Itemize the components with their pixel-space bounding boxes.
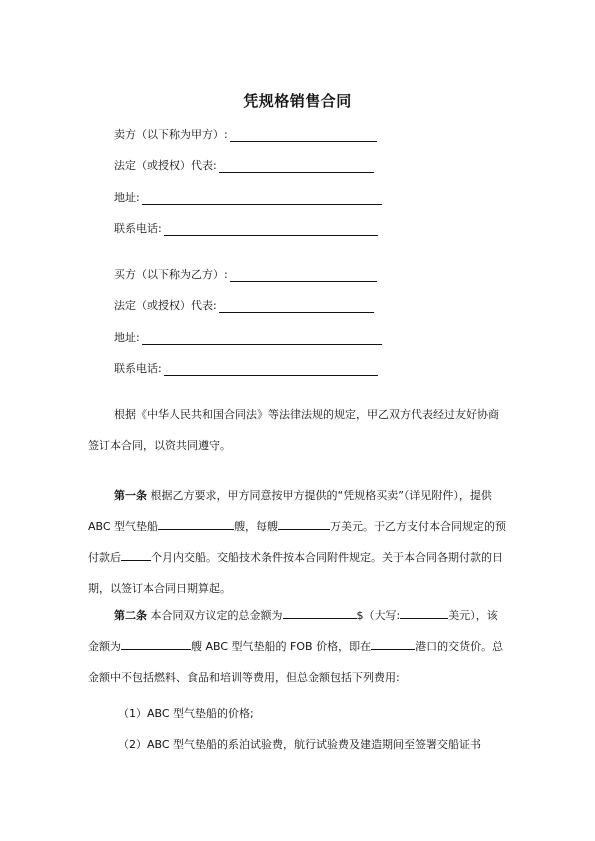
- seller-name-field: [114, 126, 377, 142]
- seller-rep-blank[interactable]: [219, 160, 374, 173]
- seller-phone-field: [114, 220, 378, 236]
- buyer-address-field: [114, 329, 382, 345]
- article-1-text-3: 万美元。于乙方支付本合同规定的预付款后: [88, 520, 507, 564]
- buyer-name-field: [114, 266, 377, 282]
- port-name-blank[interactable]: [371, 638, 415, 650]
- seller-phone-blank[interactable]: [164, 223, 378, 236]
- article-2-text-4: 艘 ABC 型气垫船的 FOB 价格，即在: [191, 640, 372, 653]
- article-2-text-2: $（大写:: [356, 609, 401, 622]
- article-1-text-2: 艘，每艘: [234, 520, 279, 533]
- article-2-text-3: 美元），该金额为: [88, 609, 498, 653]
- article-2-paragraph: [88, 600, 508, 693]
- document-title: 凭规格销售合同: [243, 92, 352, 110]
- article-1-text-4: 个月内交船。交船技术条件按本合同附件规定。关于本合同各期付款的日期，以签订本合同日期算起。: [88, 551, 503, 595]
- list-item: （1）ABC 型气垫船的价格;: [118, 707, 254, 720]
- fob-quantity-blank[interactable]: [121, 638, 191, 650]
- seller-name-label: 卖方（以下称为甲方）:: [114, 128, 228, 141]
- article-1-text-1: 根据乙方要求，甲方同意按甲方提供的“凭规格买卖”（详见附件），提供 ABC 型气垫船: [88, 489, 492, 533]
- article-2-text-5: 港口的交货价。总金额中不包括燃料、食品和培训等费用，但总金额包括下列费用:: [88, 640, 504, 684]
- article-1-paragraph: [88, 480, 508, 604]
- seller-name-blank[interactable]: [230, 129, 377, 142]
- preamble-paragraph: 根据《中华人民共和国合同法》等法律法规的规定，甲乙双方代表经过友好协商签订本合同，以资共同遵守。: [88, 408, 499, 452]
- buyer-rep-blank[interactable]: [219, 300, 374, 313]
- buyer-name-label: 买方（以下称为乙方）:: [114, 268, 228, 281]
- boat-quantity-blank[interactable]: [158, 518, 234, 530]
- delivery-months-blank[interactable]: [121, 549, 151, 561]
- buyer-address-blank[interactable]: [142, 332, 382, 345]
- seller-address-field: [114, 189, 382, 205]
- buyer-phone-label: 联系电话:: [114, 362, 162, 375]
- buyer-name-blank[interactable]: [230, 269, 377, 282]
- buyer-phone-blank[interactable]: [164, 363, 378, 376]
- list-item: （2）ABC 型气垫船的系泊试验费，航行试验费及建造期间至签署交船证书: [118, 738, 482, 751]
- buyer-rep-field: [114, 297, 374, 313]
- article-2-heading: 第二条: [114, 609, 147, 622]
- seller-phone-label: 联系电话:: [114, 222, 162, 235]
- buyer-address-label: 地址:: [114, 331, 140, 344]
- article-2-text-1: 本合同双方议定的总金额为: [147, 609, 283, 622]
- seller-rep-field: [114, 157, 374, 173]
- seller-rep-label: 法定（或授权）代表:: [114, 159, 217, 172]
- total-amount-blank[interactable]: [283, 607, 357, 619]
- amount-in-words-blank[interactable]: [400, 607, 448, 619]
- seller-address-blank[interactable]: [142, 192, 382, 205]
- unit-price-blank[interactable]: [278, 518, 330, 530]
- buyer-rep-label: 法定（或授权）代表:: [114, 299, 217, 312]
- seller-address-label: 地址:: [114, 191, 140, 204]
- buyer-phone-field: [114, 360, 378, 376]
- article-1-heading: 第一条: [114, 489, 147, 502]
